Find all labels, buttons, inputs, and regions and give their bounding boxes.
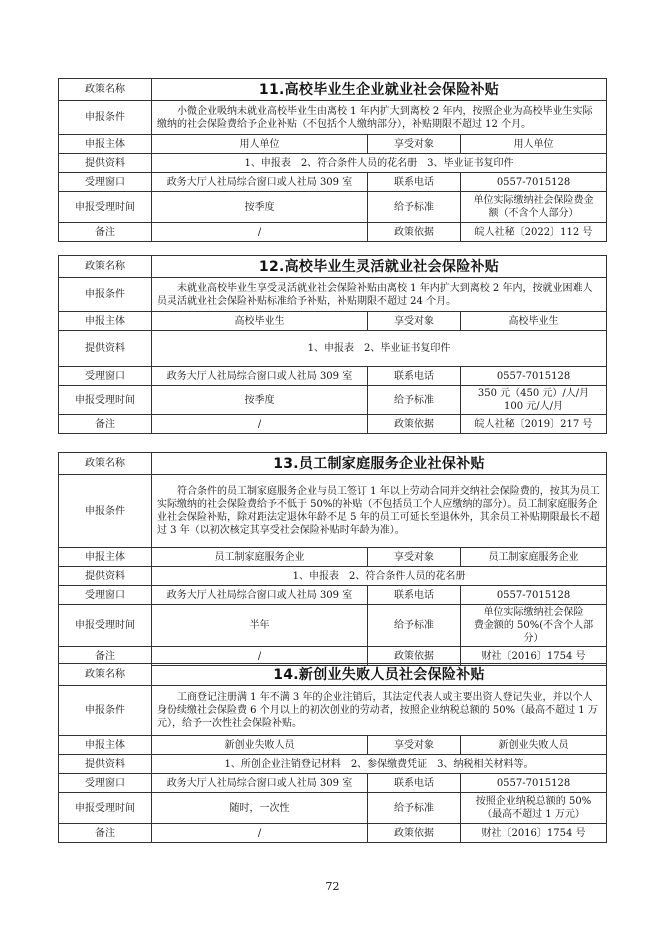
row-remarks bbox=[59, 415, 607, 434]
standard-value bbox=[461, 605, 607, 647]
subject-value: 员工制家庭服务企业 bbox=[152, 548, 368, 567]
standard-label: 给予标准 bbox=[368, 192, 461, 223]
row-conditions bbox=[59, 686, 607, 736]
standard-label: 给予标准 bbox=[368, 605, 461, 647]
policy-title: 14.新创业失败人员社会保险补贴 bbox=[152, 664, 607, 686]
remarks-label: 备注 bbox=[59, 223, 152, 242]
subject-label: 申报主体 bbox=[59, 736, 152, 755]
basis-value: 皖人社秘〔2019〕217 号 bbox=[461, 415, 607, 434]
remarks-value: / bbox=[152, 415, 368, 434]
subject-value: 高校毕业生 bbox=[152, 312, 368, 331]
row-materials bbox=[59, 154, 607, 173]
row-window bbox=[59, 774, 607, 793]
row-policy-name bbox=[59, 664, 607, 686]
recipient-label: 享受对象 bbox=[368, 736, 461, 755]
subject-label: 申报主体 bbox=[59, 548, 152, 567]
time-value: 随时，一次性 bbox=[152, 793, 368, 824]
phone-label: 联系电话 bbox=[368, 586, 461, 605]
row-window bbox=[59, 173, 607, 192]
standard-value bbox=[461, 386, 607, 415]
basis-value: 财社〔2016〕1754 号 bbox=[461, 647, 607, 666]
policy-name-label: 政策名称 bbox=[59, 79, 152, 101]
remarks-label: 备注 bbox=[59, 647, 152, 666]
policy-title: 12.高校毕业生灵活就业社会保险补贴 bbox=[152, 256, 607, 278]
conditions-label: 申报条件 bbox=[59, 475, 152, 548]
conditions-text: 未就业高校毕业生享受灵活就业社会保险补贴由离校 1 年内扩大到离校 2 年内，按就业困难人员灵活就业社会保险补贴标准给予补贴，补贴期限不超过 24 个月。 bbox=[152, 278, 607, 312]
conditions-text: 小微企业吸纳未就业高校毕业生由离校 1 年内扩大到离校 2 年内，按照企业为高校毕业生实际缴纳的社会保险费给予企业补贴（不包括个人缴纳部分），补贴期限不超过 12 个月。 bbox=[152, 101, 607, 135]
row-policy-name bbox=[59, 79, 607, 101]
row-time bbox=[59, 605, 607, 647]
subject-value: 新创业失败人员 bbox=[152, 736, 368, 755]
standard-line: 350 元（450 元）/人/月 bbox=[477, 388, 590, 399]
window-label: 受理窗口 bbox=[59, 173, 152, 192]
materials-value: 1、所创企业注销登记材料 2、参保缴费凭证 3、纳税相关材料等。 bbox=[152, 755, 607, 774]
policy-table bbox=[58, 452, 607, 666]
policy-table bbox=[58, 663, 607, 843]
standard-line: 单位实际缴纳社会保险 bbox=[483, 607, 584, 618]
standard-label: 给予标准 bbox=[368, 793, 461, 824]
standard-value bbox=[461, 793, 607, 824]
subject-value: 用人单位 bbox=[152, 135, 368, 154]
window-label: 受理窗口 bbox=[59, 586, 152, 605]
basis-value: 财社〔2016〕1754 号 bbox=[461, 824, 607, 843]
phone-value: 0557-7015128 bbox=[461, 586, 607, 605]
conditions-text: 符合条件的员工制家庭服务企业与员工签订 1 年以上劳动合同并交纳社会保险费的，按其为员工实际缴纳的社会保险费给予不低于 50%的补贴（不包括员工个人应缴纳的部分）。员工制家庭服务企业社会保险补贴，除对距法定退休年龄不足 5 年的员工可延长至退休外，其余员工补贴期限最长不超过 3 年（以初次核定其享受社会保险补贴时年龄为准）。 bbox=[152, 475, 607, 548]
conditions-label: 申报条件 bbox=[59, 101, 152, 135]
recipient-label: 享受对象 bbox=[368, 312, 461, 331]
row-time bbox=[59, 386, 607, 415]
materials-value: 1、申报表 2、符合条件人员的花名册 3、毕业证书复印件 bbox=[152, 154, 607, 173]
basis-label: 政策依据 bbox=[368, 415, 461, 434]
time-label: 申报受理时间 bbox=[59, 605, 152, 647]
materials-value: 1、申报表 2、符合条件人员的花名册 bbox=[152, 567, 607, 586]
materials-label: 提供资料 bbox=[59, 154, 152, 173]
phone-value: 0557-7015128 bbox=[461, 367, 607, 386]
basis-label: 政策依据 bbox=[368, 647, 461, 666]
row-remarks bbox=[59, 824, 607, 843]
standard-line: （最高不超过 1 万元） bbox=[482, 809, 585, 820]
recipient-label: 享受对象 bbox=[368, 548, 461, 567]
conditions-label: 申报条件 bbox=[59, 278, 152, 312]
window-value: 政务大厅人社局综合窗口或人社局 309 室 bbox=[152, 586, 368, 605]
recipient-value: 高校毕业生 bbox=[461, 312, 607, 331]
row-materials bbox=[59, 567, 607, 586]
row-time bbox=[59, 793, 607, 824]
row-policy-name bbox=[59, 256, 607, 278]
window-value: 政务大厅人社局综合窗口或人社局 309 室 bbox=[152, 774, 368, 793]
conditions-label: 申报条件 bbox=[59, 686, 152, 736]
page-number: 72 bbox=[325, 880, 340, 893]
phone-label: 联系电话 bbox=[368, 774, 461, 793]
materials-value: 1、申报表 2、毕业证书复印件 bbox=[152, 331, 607, 367]
phone-value: 0557-7015128 bbox=[461, 774, 607, 793]
standard-line: 费金额的 50%(不含个人部 bbox=[473, 620, 594, 631]
subject-label: 申报主体 bbox=[59, 135, 152, 154]
basis-label: 政策依据 bbox=[368, 223, 461, 242]
standard-line: 100 元/人/月 bbox=[504, 401, 564, 412]
remarks-value: / bbox=[152, 647, 368, 666]
standard-line: 额（不含个人部分） bbox=[488, 208, 579, 219]
row-policy-name bbox=[59, 453, 607, 475]
standard-value bbox=[461, 192, 607, 223]
recipient-value: 用人单位 bbox=[461, 135, 607, 154]
row-materials bbox=[59, 331, 607, 367]
policy-title: 11.高校毕业生企业就业社会保险补贴 bbox=[152, 79, 607, 101]
time-label: 申报受理时间 bbox=[59, 793, 152, 824]
row-conditions bbox=[59, 101, 607, 135]
remarks-value: / bbox=[152, 824, 368, 843]
standard-line: 分） bbox=[523, 633, 544, 644]
policy-table bbox=[58, 255, 607, 434]
materials-label: 提供资料 bbox=[59, 755, 152, 774]
materials-label: 提供资料 bbox=[59, 331, 152, 367]
recipient-value: 员工制家庭服务企业 bbox=[461, 548, 607, 567]
row-remarks bbox=[59, 223, 607, 242]
window-value: 政务大厅人社局综合窗口或人社局 309 室 bbox=[152, 367, 368, 386]
basis-label: 政策依据 bbox=[368, 824, 461, 843]
row-subject bbox=[59, 548, 607, 567]
remarks-value: / bbox=[152, 223, 368, 242]
time-value: 按季度 bbox=[152, 386, 368, 415]
row-conditions bbox=[59, 278, 607, 312]
materials-label: 提供资料 bbox=[59, 567, 152, 586]
row-window bbox=[59, 367, 607, 386]
phone-value: 0557-7015128 bbox=[461, 173, 607, 192]
standard-line: 按照企业纳税总额的 50% bbox=[475, 796, 592, 807]
recipient-value: 新创业失败人员 bbox=[461, 736, 607, 755]
time-value: 按季度 bbox=[152, 192, 368, 223]
time-label: 申报受理时间 bbox=[59, 192, 152, 223]
phone-label: 联系电话 bbox=[368, 367, 461, 386]
basis-value: 皖人社秘〔2022〕112 号 bbox=[461, 223, 607, 242]
row-window bbox=[59, 586, 607, 605]
recipient-label: 享受对象 bbox=[368, 135, 461, 154]
remarks-label: 备注 bbox=[59, 415, 152, 434]
window-label: 受理窗口 bbox=[59, 774, 152, 793]
subject-label: 申报主体 bbox=[59, 312, 152, 331]
remarks-label: 备注 bbox=[59, 824, 152, 843]
standard-label: 给予标准 bbox=[368, 386, 461, 415]
policy-name-label: 政策名称 bbox=[59, 453, 152, 475]
row-conditions bbox=[59, 475, 607, 548]
time-label: 申报受理时间 bbox=[59, 386, 152, 415]
row-subject bbox=[59, 135, 607, 154]
row-subject bbox=[59, 736, 607, 755]
policy-title: 13.员工制家庭服务企业社保补贴 bbox=[152, 453, 607, 475]
row-time bbox=[59, 192, 607, 223]
row-subject bbox=[59, 312, 607, 331]
window-label: 受理窗口 bbox=[59, 367, 152, 386]
standard-line: 单位实际缴纳社会保险费金 bbox=[473, 195, 594, 206]
row-materials bbox=[59, 755, 607, 774]
time-value: 半年 bbox=[152, 605, 368, 647]
policy-name-label: 政策名称 bbox=[59, 664, 152, 686]
conditions-text: 工商登记注册满 1 年不满 3 年的企业注销后，其法定代表人或主要出资人登记失业，并以个人身份续缴社会保险费 6 个月以上的初次创业的劳动者，按照企业纳税总额的 50%（最高不超过 1 万元），给予一次性社会保险补贴。 bbox=[152, 686, 607, 736]
phone-label: 联系电话 bbox=[368, 173, 461, 192]
policy-table bbox=[58, 78, 607, 242]
window-value: 政务大厅人社局综合窗口或人社局 309 室 bbox=[152, 173, 368, 192]
policy-name-label: 政策名称 bbox=[59, 256, 152, 278]
